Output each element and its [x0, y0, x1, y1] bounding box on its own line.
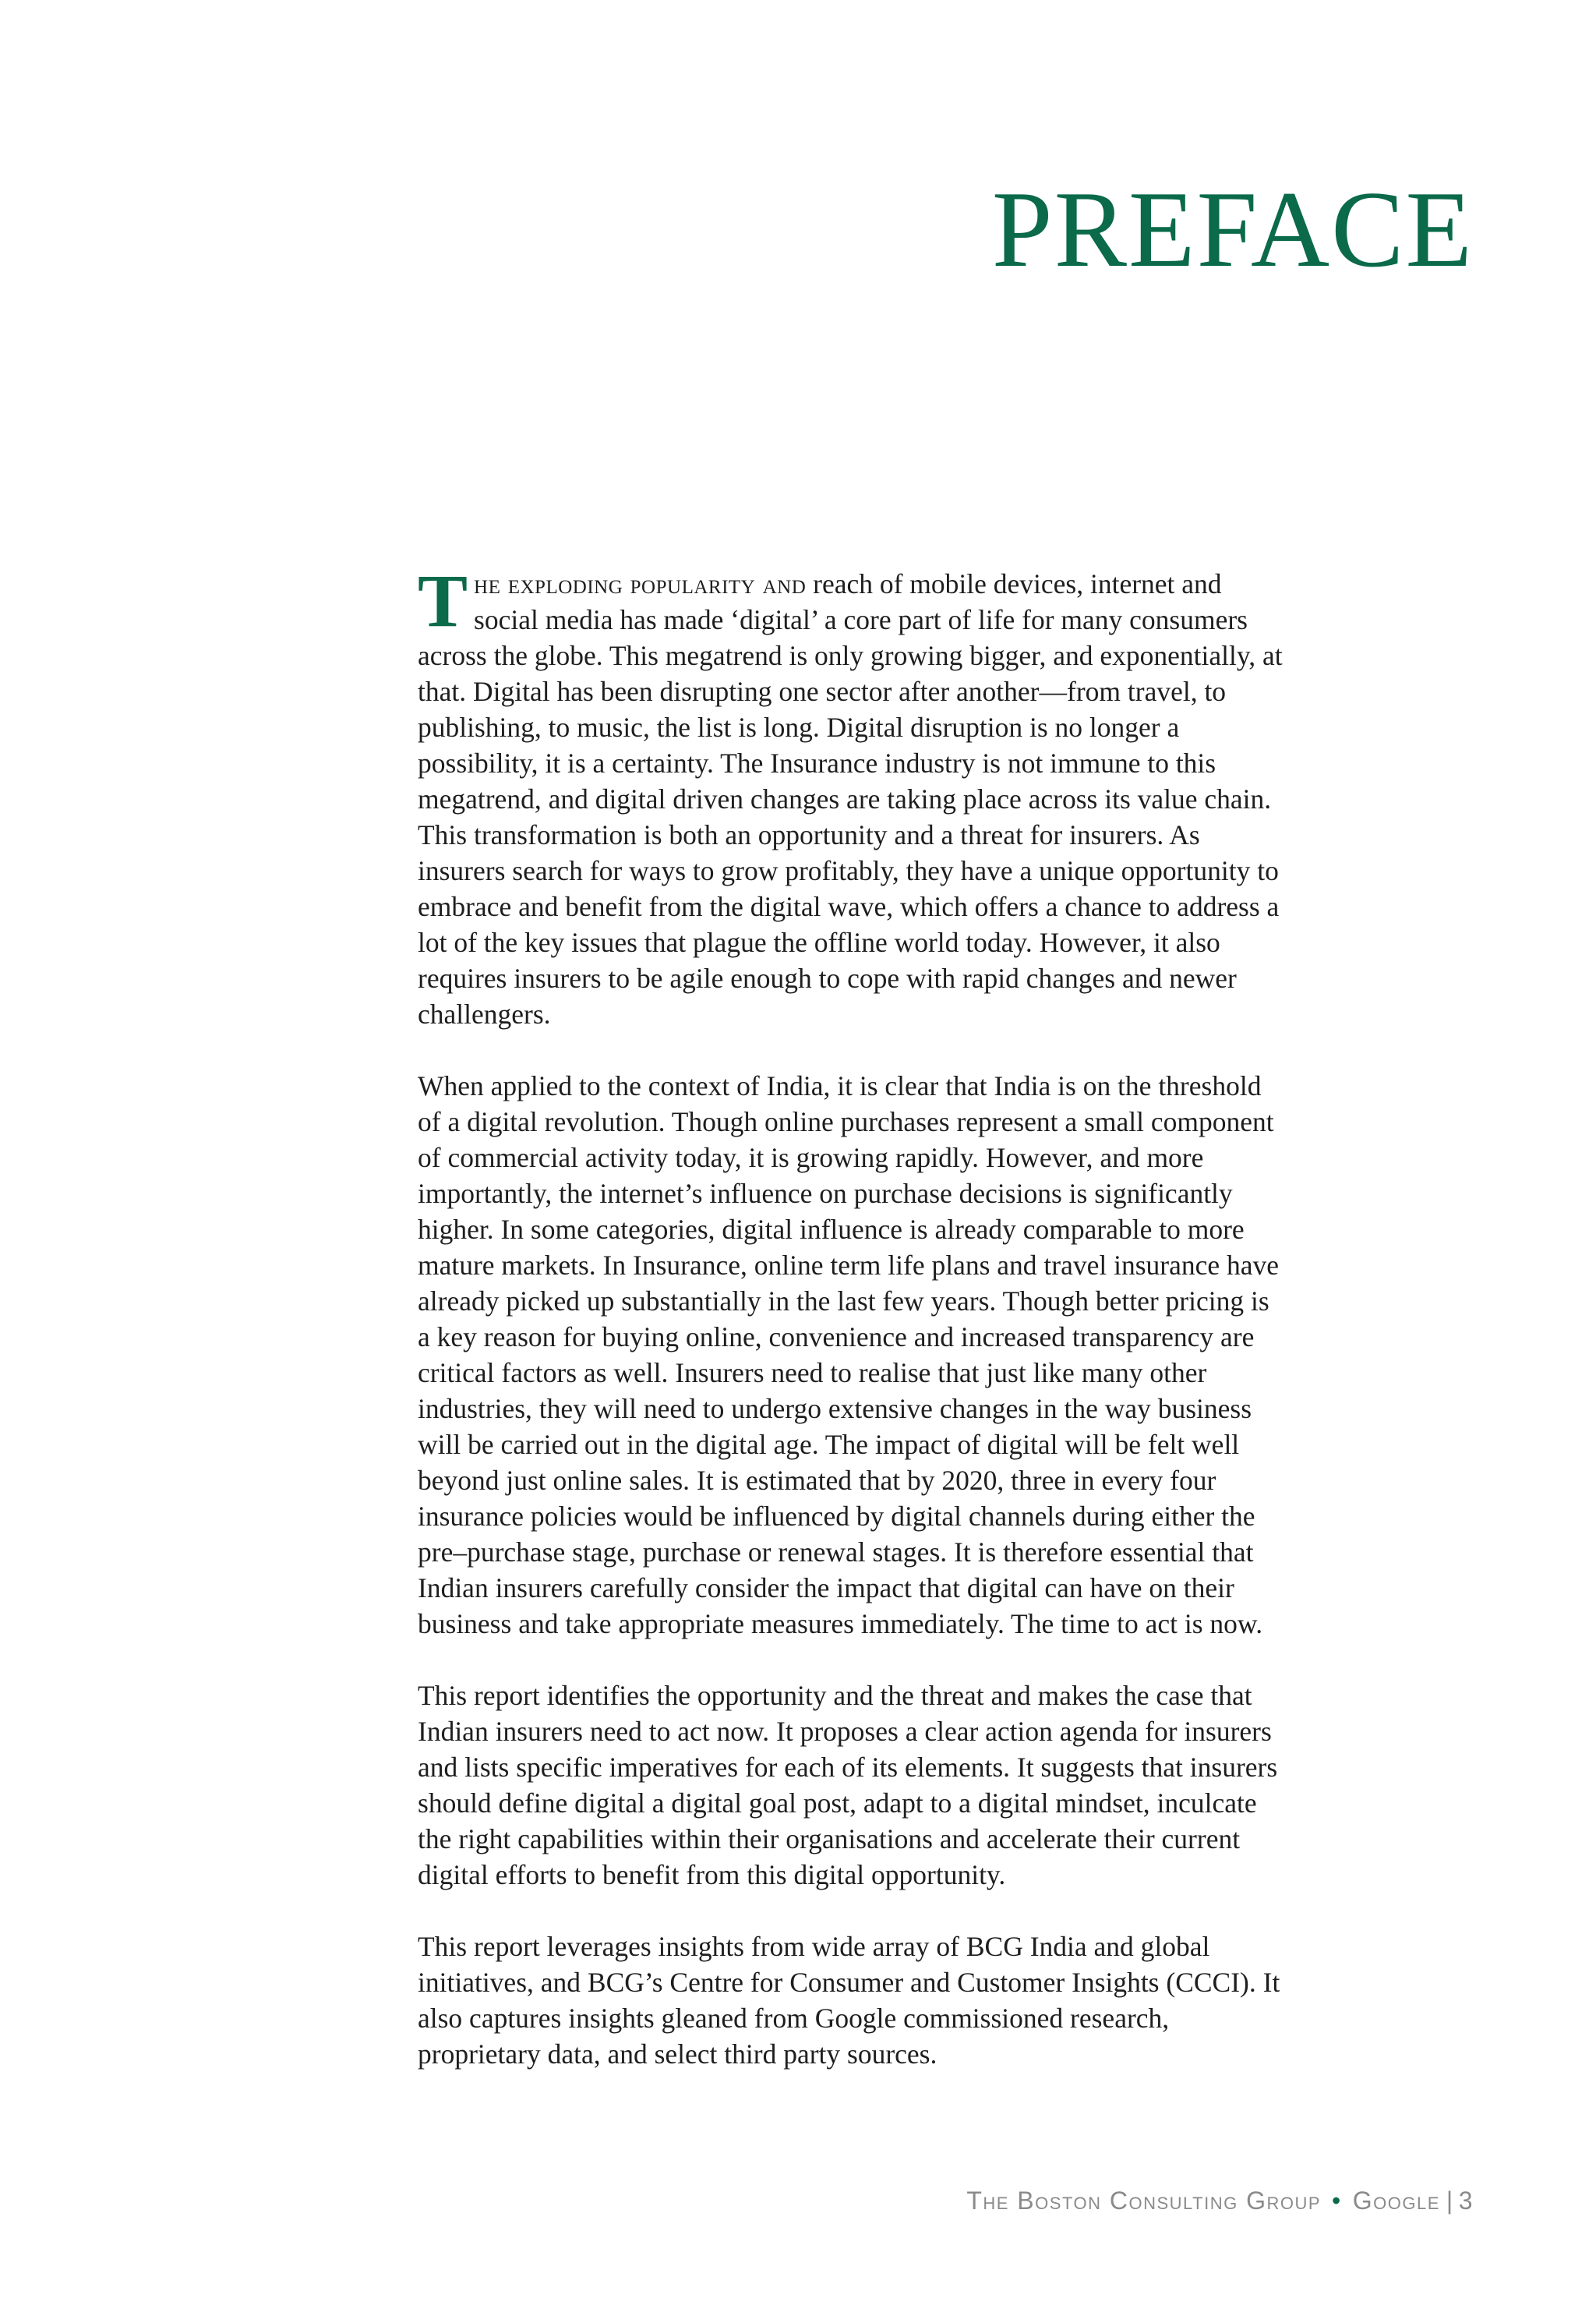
paragraph-report-agenda: This report identifies the opportunity and the threat and makes the case that Indian insurers need to act now. It proposes a clear action agenda for insurers and lists specific imperatives for each of its elements. It suggests that insurers should define digital a digital goal post, adapt to a digital mindset, inculcate the right capabilities within their organisations and accelerate their current digital efforts to benefit from this digital opportunity. [418, 1680, 1278, 1890]
page-footer [966, 2187, 1474, 2215]
divider: | [1446, 2187, 1454, 2215]
page-number: 3 [1458, 2187, 1474, 2215]
page-title: PREFACE [991, 169, 1474, 290]
paragraph-intro-text: reach of mobile devices, internet and social media has made ‘digital’ a core part of life for many consumers across the globe. This megatrend is only growing bigger, and exponentially, at that. Digital has been disrupting one sector after another—from travel, to publishing, to music, the list is long. Digital disruption is no longer a possibility, it is a certainty. The Insurance industry is not immune to this megatrend, and digital driven changes are taking place across its value chain. This transformation is both an opportunity and a threat for insurers. As insurers search for ways to grow profitably, they have a unique opportunity to embrace and benefit from the digital wave, which offers a chance to address a lot of the key issues that plague the offline world today. However, it also requires insurers to be agile enough to cope with rapid changes and newer challengers. [418, 568, 1283, 1030]
footer-partner: Google [1352, 2187, 1440, 2215]
paragraph-report-sources: This report leverages insights from wide array of BCG India and global initiatives, and BCG’s Centre for Consumer and Customer Insights (CCCI). It also captures insights gleaned from Google commissioned research, proprietary data, and select third party sources. [418, 1931, 1280, 2070]
bullet-icon: • [1332, 2187, 1342, 2215]
preface-body [418, 559, 1283, 2108]
paragraph-intro [418, 559, 1283, 1032]
lead-in-text: he exploding popularity and [474, 568, 807, 599]
paragraph-india-context: When applied to the context of India, it is clear that India is on the threshold of a digital revolution. Though online purchases represent a small component of commercial activity today, it is growing rapidly. However, and more importantly, the internet’s influence on purchase decisions is significantly higher. In some categories, digital influence is already comparable to more mature markets. In Insurance, online term life plans and travel insurance have already picked up substantially in the last few years. Though better pricing is a key reason for buying online, convenience and increased transparency are critical factors as well. Insurers need to realise that just like many other industries, they will need to undergo extensive changes in the way business will be carried out in the digital age. The impact of digital will be felt well beyond just online sales. It is estimated that by 2020, three in every four insurance policies would be influenced by digital channels during either the pre–purchase stage, purchase or renewal stages. It is therefore essential that Indian insurers carefully consider the impact that digital can have on their business and take appropriate measures immediately. The time to act is now. [418, 1070, 1279, 1639]
drop-cap: T [418, 559, 468, 642]
footer-publisher: The Boston Consulting Group [966, 2187, 1322, 2215]
